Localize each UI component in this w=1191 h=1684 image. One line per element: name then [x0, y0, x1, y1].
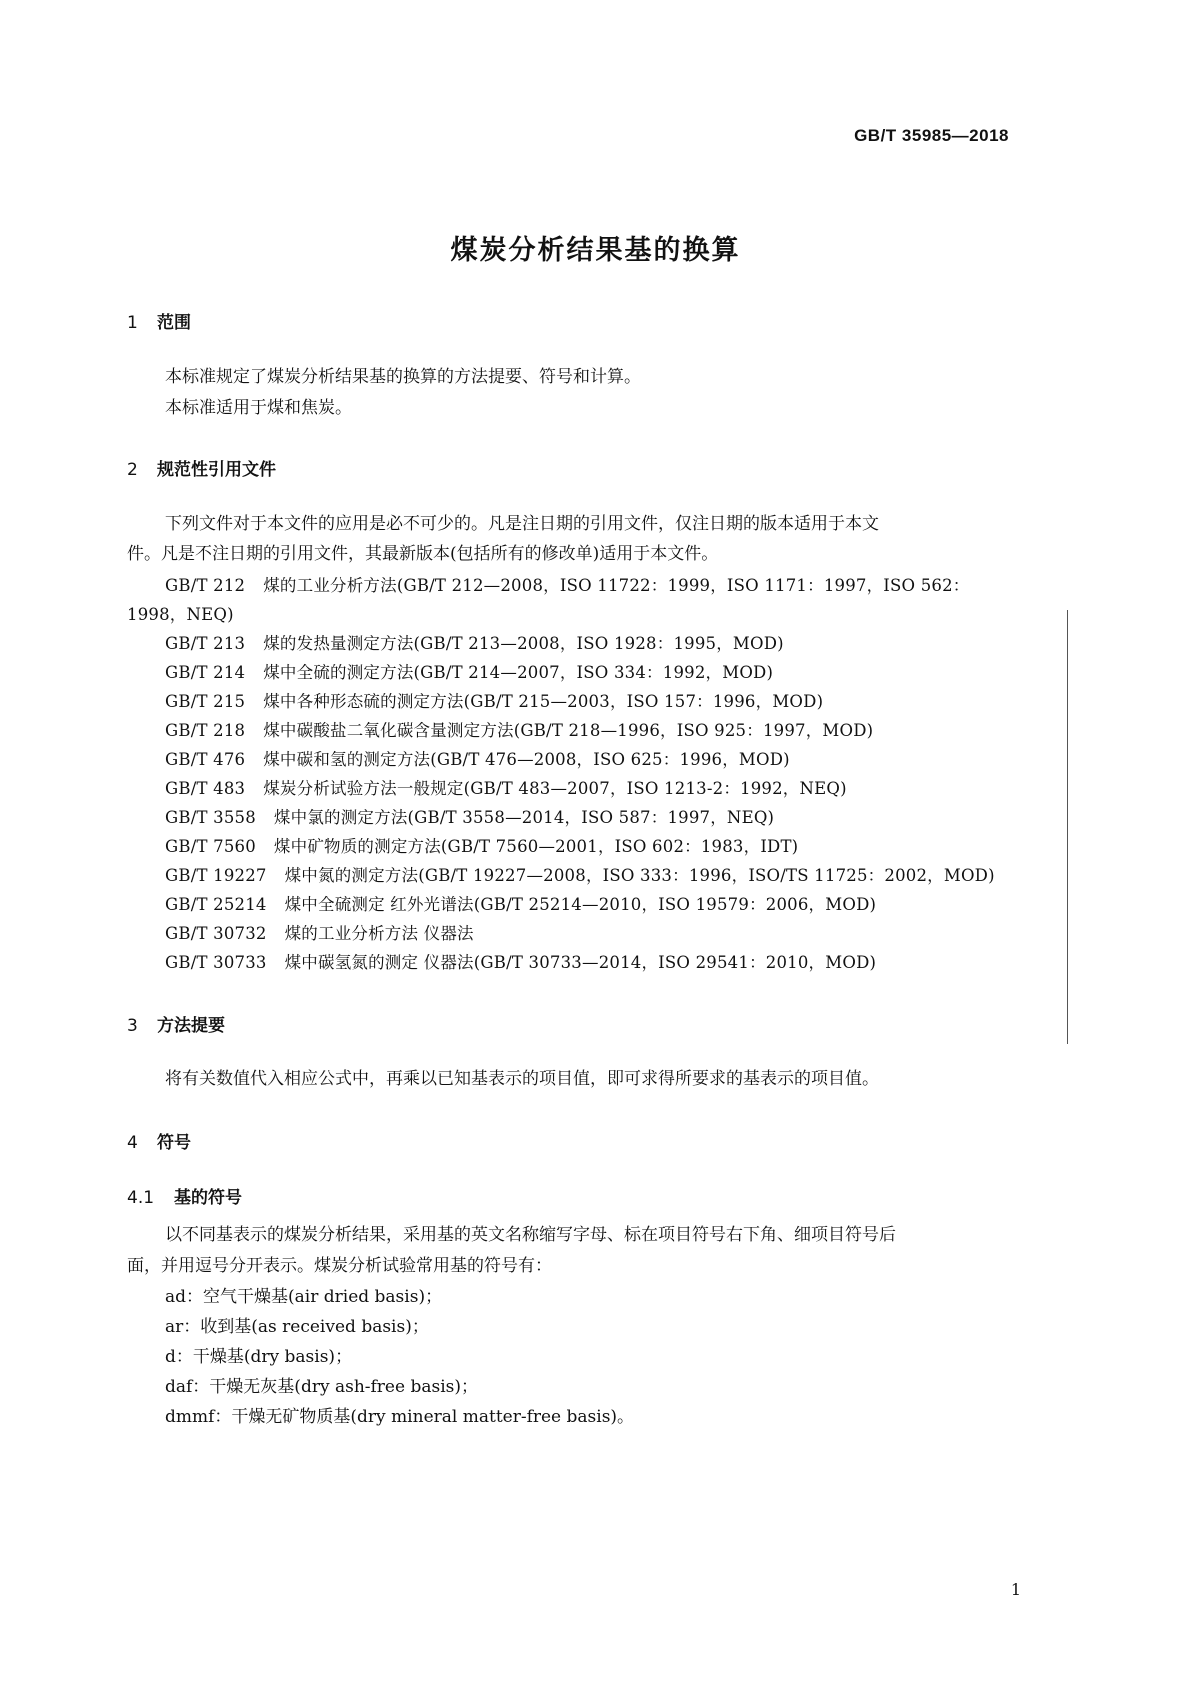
reference-text: 煤中碳和氢的测定方法(GB/T 476—2008，ISO 625：1996，MOD) [263, 750, 790, 769]
paragraph: 本标准适用于煤和焦炭。 [165, 398, 352, 418]
margin-change-bar [1067, 610, 1068, 1044]
section-3-heading [127, 1011, 225, 1036]
section-2-heading [127, 455, 276, 480]
reference-item [165, 862, 995, 886]
basis-item: daf：干燥无灰基(dry ash-free basis)； [165, 1377, 478, 1397]
reference-text: 煤中氮的测定方法(GB/T 19227—2008，ISO 333：1996，ISO/TS 11725：2002，MOD) [284, 866, 995, 885]
reference-item [165, 891, 876, 915]
reference-text: 煤的工业分析方法 仪器法 [284, 924, 474, 943]
reference-code: GB/T 476 [165, 750, 246, 769]
reference-item [165, 572, 970, 596]
reference-code: GB/T 218 [165, 721, 246, 740]
basis-item: ad：空气干燥基(air dried basis)； [165, 1287, 443, 1307]
reference-item [165, 630, 784, 654]
standard-number: GB/T 35985—2018 [854, 126, 1009, 145]
reference-item [165, 688, 823, 712]
paragraph: 以不同基表示的煤炭分析结果，采用基的英文名称缩写字母、标在项目符号右下角、细项目符号后 [165, 1225, 896, 1245]
reference-item [165, 804, 774, 828]
page-number: 1 [1010, 1580, 1021, 1599]
reference-code: GB/T 30732 [165, 924, 267, 943]
reference-text: 煤中全硫的测定方法(GB/T 214—2007，ISO 334：1992，MOD) [263, 663, 774, 682]
reference-item [165, 949, 876, 973]
reference-continuation: 1998，NEQ) [127, 605, 234, 624]
reference-item [165, 833, 798, 857]
reference-code: GB/T 25214 [165, 895, 267, 914]
reference-text: 煤中碳酸盐二氧化碳含量测定方法(GB/T 218—1996，ISO 925：1997，MOD) [263, 721, 874, 740]
reference-code: GB/T 214 [165, 663, 246, 682]
reference-code: GB/T 212 [165, 576, 246, 595]
reference-code: GB/T 19227 [165, 866, 267, 885]
section-title: 符号 [157, 1133, 191, 1153]
reference-code: GB/T 7560 [165, 837, 256, 856]
reference-text: 煤中碳氢氮的测定 仪器法(GB/T 30733—2014，ISO 29541：2010，MOD) [284, 953, 877, 972]
reference-text: 煤中各种形态硫的测定方法(GB/T 215—2003，ISO 157：1996，MOD) [263, 692, 824, 711]
reference-item [165, 746, 790, 770]
subsection-title: 基的符号 [174, 1188, 242, 1208]
paragraph: 将有关数值代入相应公式中，再乘以已知基表示的项目值，即可求得所要求的基表示的项目值。 [165, 1069, 879, 1089]
reference-item [165, 775, 847, 799]
reference-text: 煤的工业分析方法(GB/T 212—2008，ISO 11722：1999，ISO 1171：1997，ISO 562： [263, 576, 970, 595]
paragraph: 件。凡是不注日期的引用文件，其最新版本(包括所有的修改单)适用于本文件。 [127, 544, 719, 564]
section-number: 1 [127, 313, 138, 333]
paragraph: 面，并用逗号分开表示。煤炭分析试验常用基的符号有： [127, 1256, 552, 1276]
reference-code: GB/T 213 [165, 634, 246, 653]
section-title: 范围 [157, 313, 191, 333]
basis-item: d：干燥基(dry basis)； [165, 1347, 353, 1367]
basis-item: dmmf：干燥无矿物质基(dry mineral matter-free basis)。 [165, 1407, 635, 1427]
reference-code: GB/T 3558 [165, 808, 256, 827]
reference-code: GB/T 30733 [165, 953, 267, 972]
reference-item [165, 659, 773, 683]
subsection-number: 4.1 [127, 1188, 155, 1208]
section-title: 方法提要 [157, 1016, 225, 1036]
section-number: 3 [127, 1016, 138, 1036]
reference-text: 煤中全硫测定 红外光谱法(GB/T 25214—2010，ISO 19579：2006，MOD) [284, 895, 877, 914]
subsection-4-1-heading [127, 1183, 242, 1208]
reference-item [165, 717, 873, 741]
paragraph: 下列文件对于本文件的应用是必不可少的。凡是注日期的引用文件，仅注日期的版本适用于本文 [165, 514, 879, 534]
reference-item [165, 920, 474, 944]
reference-text: 煤的发热量测定方法(GB/T 213—2008，ISO 1928：1995，MOD) [263, 634, 784, 653]
section-number: 4 [127, 1133, 138, 1153]
section-title: 规范性引用文件 [157, 460, 276, 480]
section-4-heading [127, 1128, 191, 1153]
basis-item: ar：收到基(as received basis)； [165, 1317, 429, 1337]
section-1-heading [127, 308, 191, 333]
section-number: 2 [127, 460, 138, 480]
reference-text: 煤炭分析试验方法一般规定(GB/T 483—2007，ISO 1213-2：1992，NEQ) [263, 779, 847, 798]
document-title: 煤炭分析结果基的换算 [450, 235, 741, 266]
paragraph: 本标准规定了煤炭分析结果基的换算的方法提要、符号和计算。 [165, 367, 641, 387]
reference-text: 煤中氯的测定方法(GB/T 3558—2014，ISO 587：1997，NEQ) [273, 808, 775, 827]
reference-code: GB/T 483 [165, 779, 246, 798]
reference-text: 煤中矿物质的测定方法(GB/T 7560—2001，ISO 602：1983，IDT) [273, 837, 799, 856]
reference-code: GB/T 215 [165, 692, 246, 711]
